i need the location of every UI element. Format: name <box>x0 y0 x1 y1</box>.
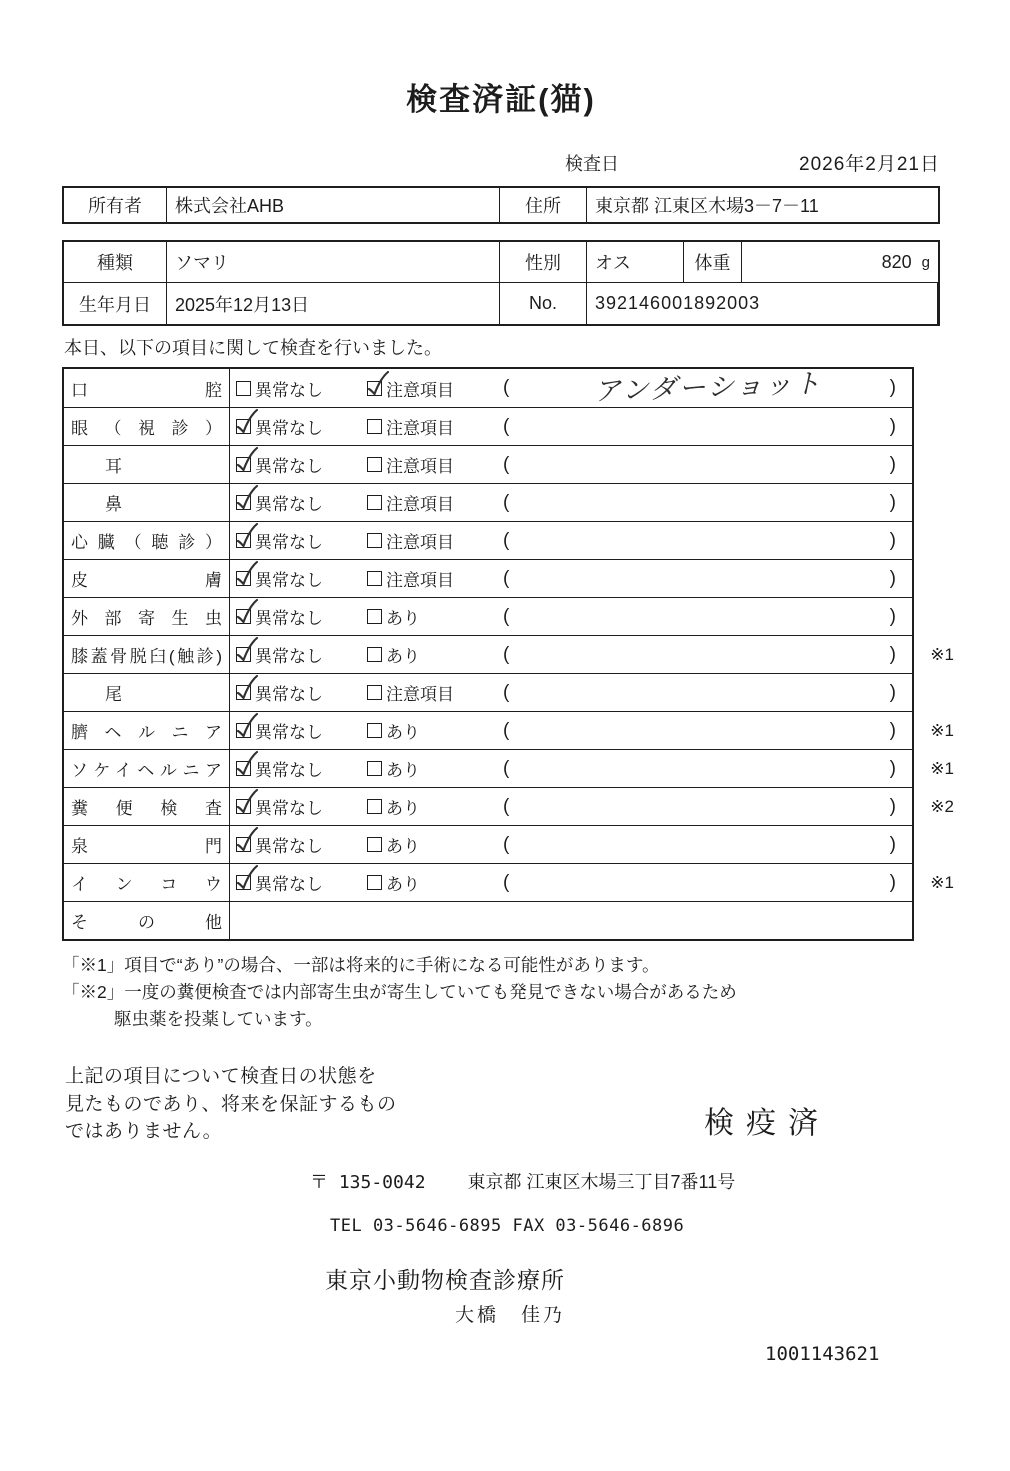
weight-label: 体重 <box>684 242 742 283</box>
checklist-row <box>64 863 954 901</box>
attention-checkbox[interactable] <box>367 647 382 662</box>
attention-checkbox[interactable] <box>367 837 382 852</box>
checklist-row <box>64 369 912 407</box>
no-abnormality-label: 異常なし <box>255 647 323 666</box>
owner-value: 株式会社AHB <box>167 188 500 222</box>
checklist-row <box>64 635 954 673</box>
open-paren: ( <box>503 757 510 779</box>
remark-area <box>503 644 912 666</box>
remark-area <box>503 872 912 894</box>
checklist-table <box>62 367 954 941</box>
disclaimer-line-1: 上記の項目について検査日の状態を <box>65 1066 377 1087</box>
open-paren: ( <box>503 643 510 665</box>
no-abnormality-checkbox[interactable] <box>236 457 251 472</box>
remark-area <box>503 454 912 476</box>
tel-fax-line: TEL 03-5646-6895 FAX 03-5646-6896 <box>330 1215 685 1236</box>
attention-checkbox[interactable] <box>367 457 382 472</box>
attention-option <box>367 870 503 895</box>
inspection-date-label: 検査日 <box>565 154 619 174</box>
no-abnormality-label: 異常なし <box>255 837 323 856</box>
row-label-cell <box>64 484 230 521</box>
birthdate-value: 2025年12月13日 <box>167 283 500 324</box>
remark-area <box>503 834 912 856</box>
sex-label: 性別 <box>500 242 587 283</box>
attention-checkbox[interactable] <box>367 419 382 434</box>
row-options <box>230 446 912 483</box>
no-abnormality-checkbox[interactable] <box>236 799 251 814</box>
no-abnormality-option <box>236 376 367 401</box>
attention-option <box>367 528 503 553</box>
address-value: 東京都 江東区木場3－7－11 <box>595 196 819 216</box>
attention-option <box>367 490 503 515</box>
attention-option <box>367 566 503 591</box>
footnotes <box>62 952 940 1033</box>
no-abnormality-option <box>236 756 367 781</box>
sex-value: オス <box>587 242 684 283</box>
attention-option <box>367 414 503 439</box>
handwritten-note: アンダーショット <box>592 368 823 407</box>
no-abnormality-option <box>236 452 367 477</box>
footnote-mark: ※1 <box>930 720 954 740</box>
open-paren: ( <box>503 605 510 627</box>
attention-option <box>367 756 503 781</box>
attention-checkbox[interactable] <box>367 533 382 548</box>
certificate-no-label: No. <box>500 283 587 324</box>
inspection-date-value: 2026年2月21日 <box>799 154 940 175</box>
open-paren: ( <box>503 719 510 741</box>
footnote-mark: ※1 <box>930 872 954 892</box>
row-label: 口腔 <box>71 380 222 400</box>
disclaimer-line-3: ではありません。 <box>65 1121 223 1142</box>
row-label: その他 <box>71 913 222 932</box>
row-label-cell <box>64 750 230 787</box>
row-label: 尾 <box>105 685 122 704</box>
remark-area <box>503 568 912 590</box>
row-label-cell <box>64 902 230 939</box>
close-paren: ) <box>889 757 896 779</box>
row-label: 皮膚 <box>71 571 222 590</box>
attention-label: あり <box>386 647 420 666</box>
attention-checkbox[interactable] <box>367 685 382 700</box>
disclaimer-and-stamp-row <box>62 1063 940 1146</box>
checklist-row <box>64 673 912 711</box>
no-abnormality-checkbox[interactable] <box>236 419 251 434</box>
no-abnormality-option <box>236 794 367 819</box>
owner-table <box>62 186 940 224</box>
no-abnormality-checkbox[interactable] <box>236 837 251 852</box>
footnote-1: 「※1」項目で“あり”の場合、一部は将来的に手術になる可能性があります。 <box>62 955 660 975</box>
close-paren: ) <box>889 605 896 627</box>
attention-label: あり <box>386 723 420 742</box>
attention-label: 注意項目 <box>386 457 454 476</box>
row-options <box>230 750 912 787</box>
close-paren: ) <box>889 529 896 551</box>
row-label: 耳 <box>105 457 122 476</box>
row-label-cell <box>64 826 230 863</box>
footnote-mark: ※1 <box>930 758 954 778</box>
quarantine-passed-stamp: 検疫済 <box>704 1106 830 1140</box>
clinic-name: 東京小動物検査診療所 <box>325 1266 565 1293</box>
no-abnormality-label: 異常なし <box>255 685 323 704</box>
no-abnormality-label: 異常なし <box>255 419 323 438</box>
close-paren: ) <box>889 795 896 817</box>
serial-number: 1001143621 <box>765 1342 880 1365</box>
row-label-cell <box>64 560 230 597</box>
attention-option <box>367 680 503 705</box>
close-paren: ) <box>889 453 896 475</box>
attention-label: あり <box>386 837 420 856</box>
no-abnormality-option <box>236 680 367 705</box>
no-abnormality-checkbox[interactable] <box>236 723 251 738</box>
attention-option <box>367 642 503 667</box>
address-label: 住所 <box>500 188 587 222</box>
open-paren: ( <box>503 453 510 475</box>
close-paren: ) <box>889 681 896 703</box>
certificate-no-value: 392146001892003 <box>587 283 938 324</box>
footnote-2: 「※2」一度の糞便検査では内部寄生虫が寄生していても発見できない場合があるため <box>62 982 737 1002</box>
attention-option <box>367 832 503 857</box>
row-label-cell <box>64 522 230 559</box>
footnote-2-continued: 駆虫薬を投薬しています。 <box>114 1009 323 1029</box>
close-paren: ) <box>889 871 896 893</box>
row-label-cell <box>64 636 230 673</box>
no-abnormality-label: 異常なし <box>255 533 323 552</box>
close-paren: ) <box>889 491 896 513</box>
checklist-row <box>64 787 954 825</box>
checklist-row <box>64 749 954 787</box>
checklist-row <box>64 711 954 749</box>
attention-label: あり <box>386 875 420 894</box>
weight-value <box>742 242 938 283</box>
row-options <box>230 864 912 901</box>
postal-code: 〒 135-0042 <box>310 1171 426 1193</box>
no-abnormality-option <box>236 566 367 591</box>
remark-area <box>503 492 912 514</box>
no-abnormality-checkbox[interactable] <box>236 495 251 510</box>
intro-text: 本日、以下の項目に関して検査を行いました。 <box>64 338 442 358</box>
row-label: 糞便検査 <box>71 799 222 818</box>
no-abnormality-checkbox[interactable] <box>236 381 251 396</box>
no-abnormality-option <box>236 642 367 667</box>
no-abnormality-option <box>236 414 367 439</box>
row-options <box>230 674 912 711</box>
attention-label: あり <box>386 761 420 780</box>
no-abnormality-label: 異常なし <box>255 609 323 628</box>
row-label-cell <box>64 788 230 825</box>
checklist-row <box>64 445 912 483</box>
animal-info-table <box>62 240 940 326</box>
remark-area <box>503 530 912 552</box>
checklist-row <box>64 901 912 939</box>
no-abnormality-label: 異常なし <box>255 875 323 894</box>
remark-area <box>503 720 912 742</box>
row-label: 眼（視診） <box>71 419 222 438</box>
no-abnormality-option <box>236 490 367 515</box>
row-options <box>230 522 912 559</box>
no-abnormality-checkbox[interactable] <box>236 533 251 548</box>
row-options <box>230 636 912 673</box>
attention-label: 注意項目 <box>386 495 454 514</box>
attention-checkbox[interactable] <box>367 571 382 586</box>
attention-label: あり <box>386 609 420 628</box>
open-paren: ( <box>503 377 510 398</box>
clinic-address: 東京都 江東区木場三丁目7番11号 <box>467 1171 736 1192</box>
open-paren: ( <box>503 871 510 893</box>
no-abnormality-label: 異常なし <box>255 723 323 742</box>
row-label: 泉門 <box>71 837 222 856</box>
attention-checkbox[interactable] <box>367 381 382 396</box>
row-label: 鼻 <box>105 495 122 514</box>
row-options <box>230 408 912 445</box>
attention-label: 注意項目 <box>386 571 454 590</box>
row-options <box>230 369 912 407</box>
disclaimer-line-2: 見たものであり、将来を保証するもの <box>65 1093 397 1115</box>
open-paren: ( <box>503 681 510 703</box>
inspection-date-row <box>62 149 940 176</box>
attention-checkbox[interactable] <box>367 799 382 814</box>
attention-checkbox[interactable] <box>367 495 382 510</box>
attention-checkbox[interactable] <box>367 761 382 776</box>
birthdate-label: 生年月日 <box>64 283 167 324</box>
row-label-cell <box>64 446 230 483</box>
owner-label: 所有者 <box>64 188 167 222</box>
row-options <box>230 598 912 635</box>
row-label-cell <box>64 369 230 407</box>
row-options <box>230 712 912 749</box>
no-abnormality-option <box>236 870 367 895</box>
checklist-row <box>64 483 912 521</box>
no-abnormality-option <box>236 604 367 629</box>
remark-area <box>503 416 912 438</box>
close-paren: ) <box>889 415 896 437</box>
row-label-cell <box>64 864 230 901</box>
footnote-mark: ※1 <box>930 644 954 664</box>
weight-number: 820 <box>881 251 912 272</box>
close-paren: ) <box>889 643 896 665</box>
no-abnormality-label: 異常なし <box>255 380 323 400</box>
remark-area <box>503 368 912 407</box>
open-paren: ( <box>503 415 510 437</box>
attention-option <box>367 376 503 401</box>
checklist-row <box>64 597 912 635</box>
clinic-address-line <box>310 1168 940 1194</box>
close-paren: ) <box>889 377 896 398</box>
attention-checkbox[interactable] <box>367 875 382 890</box>
row-options <box>230 826 912 863</box>
row-label: ソケイヘルニア <box>71 761 222 780</box>
remark-area <box>503 606 912 628</box>
no-abnormality-checkbox[interactable] <box>236 609 251 624</box>
row-label-cell <box>64 408 230 445</box>
close-paren: ) <box>889 567 896 589</box>
no-abnormality-label: 異常なし <box>255 457 323 476</box>
row-label: 外部寄生虫 <box>71 609 222 628</box>
breed-label: 種類 <box>64 242 167 283</box>
no-abnormality-label: 異常なし <box>255 495 323 514</box>
disclaimer-text <box>65 1063 397 1146</box>
no-abnormality-label: 異常なし <box>255 571 323 590</box>
attention-option <box>367 452 503 477</box>
attention-checkbox[interactable] <box>367 723 382 738</box>
no-abnormality-option <box>236 718 367 743</box>
row-options <box>230 484 912 521</box>
no-abnormality-checkbox[interactable] <box>236 875 251 890</box>
remark-area <box>503 758 912 780</box>
checklist-row <box>64 825 912 863</box>
no-abnormality-checkbox[interactable] <box>236 571 251 586</box>
row-label-cell <box>64 712 230 749</box>
row-options <box>230 560 912 597</box>
row-label: インコウ <box>71 875 222 894</box>
row-label: 膝蓋骨脱臼(触診) <box>71 647 222 666</box>
page-title: 検査済証(猫) <box>406 82 596 117</box>
row-options <box>230 788 912 825</box>
row-label: 臍ヘルニア <box>71 723 222 742</box>
weight-unit: g <box>921 253 930 271</box>
row-label-cell <box>64 674 230 711</box>
checklist-row <box>64 559 912 597</box>
open-paren: ( <box>503 491 510 513</box>
no-abnormality-label: 異常なし <box>255 799 323 818</box>
no-abnormality-label: 異常なし <box>255 761 323 780</box>
remark-area <box>503 796 912 818</box>
open-paren: ( <box>503 529 510 551</box>
row-label: 心臓（聴診） <box>71 533 222 552</box>
remark-area <box>503 682 912 704</box>
open-paren: ( <box>503 833 510 855</box>
attention-label: 注意項目 <box>386 533 454 552</box>
veterinarian-name: 大橋 佳乃 <box>455 1304 566 1326</box>
checklist-row <box>64 521 912 559</box>
attention-option <box>367 718 503 743</box>
attention-label: あり <box>386 799 420 818</box>
row-label-cell <box>64 598 230 635</box>
open-paren: ( <box>503 567 510 589</box>
breed-value: ソマリ <box>167 242 500 283</box>
footnote-mark: ※2 <box>930 796 954 816</box>
close-paren: ) <box>889 719 896 741</box>
attention-option <box>367 604 503 629</box>
no-abnormality-checkbox[interactable] <box>236 685 251 700</box>
attention-label: 注意項目 <box>386 380 454 400</box>
close-paren: ) <box>889 833 896 855</box>
checklist-row <box>64 407 912 445</box>
attention-checkbox[interactable] <box>367 609 382 624</box>
no-abnormality-checkbox[interactable] <box>236 647 251 662</box>
attention-option <box>367 794 503 819</box>
no-abnormality-option <box>236 528 367 553</box>
open-paren: ( <box>503 795 510 817</box>
no-abnormality-option <box>236 832 367 857</box>
attention-label: 注意項目 <box>386 685 454 704</box>
no-abnormality-checkbox[interactable] <box>236 761 251 776</box>
attention-label: 注意項目 <box>386 419 454 438</box>
